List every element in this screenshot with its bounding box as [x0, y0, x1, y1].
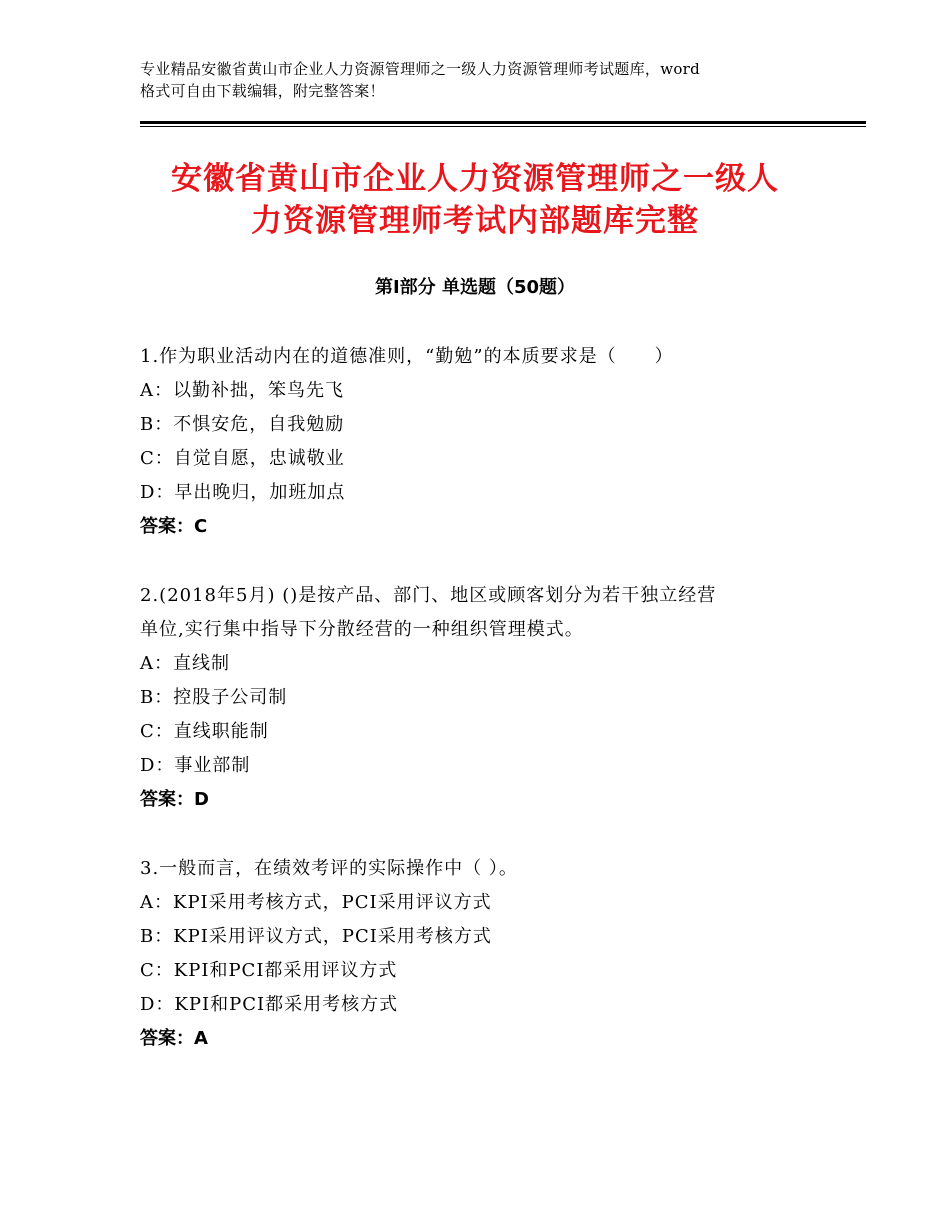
option-d: D：事业部制	[140, 755, 251, 776]
answer-label: 答案：D	[140, 789, 209, 810]
header-divider-thin	[140, 126, 866, 127]
option-d: D：KPI和PCI都采用考核方式	[140, 994, 399, 1015]
option-a: A：KPI采用考核方式，PCI采用评议方式	[140, 892, 492, 913]
header-note	[140, 58, 820, 102]
option-b: B：控股子公司制	[140, 687, 288, 708]
option-c: C：KPI和PCI都采用评议方式	[140, 960, 398, 981]
document-title-line-2: 力资源管理师考试内部题库完整	[251, 203, 699, 239]
option-a: A：直线制	[140, 653, 230, 674]
question-stem-line-2: 单位,实行集中指导下分散经营的一种组织管理模式。	[140, 619, 584, 640]
question-stem: 3.一般而言，在绩效考评的实际操作中（ ）。	[140, 858, 518, 879]
header-note-line-1: 专业精品安徽省黄山市企业人力资源管理师之一级人力资源管理师考试题库，word	[140, 60, 701, 78]
option-d: D：早出晚归，加班加点	[140, 482, 346, 503]
header-note-line-2: 格式可自由下载编辑，附完整答案！	[140, 82, 385, 100]
section-title: 第Ⅰ部分 单选题（50题）	[374, 277, 575, 298]
header-divider-thick	[140, 121, 866, 124]
option-c: C：直线职能制	[140, 721, 269, 742]
option-c: C：自觉自愿，忠诚敬业	[140, 448, 345, 469]
question-list	[140, 340, 820, 1091]
question-1	[140, 340, 820, 544]
question-2	[140, 579, 820, 817]
option-b: B：不惧安危，自我勉励	[140, 414, 345, 435]
document-title	[130, 158, 820, 242]
question-3	[140, 852, 820, 1056]
option-b: B：KPI采用评议方式，PCI采用考核方式	[140, 926, 492, 947]
question-stem: 1.作为职业活动内在的道德准则，“勤勉”的本质要求是（ ）	[140, 346, 674, 367]
answer-label: 答案：C	[140, 516, 208, 537]
answer-label: 答案：A	[140, 1028, 208, 1049]
option-a: A：以勤补拙，笨鸟先飞	[140, 380, 344, 401]
question-stem-line-1: 2.(2018年5月) ()是按产品、部门、地区或顾客划分为若干独立经营	[140, 585, 717, 606]
document-title-line-1: 安徽省黄山市企业人力资源管理师之一级人	[171, 161, 779, 197]
